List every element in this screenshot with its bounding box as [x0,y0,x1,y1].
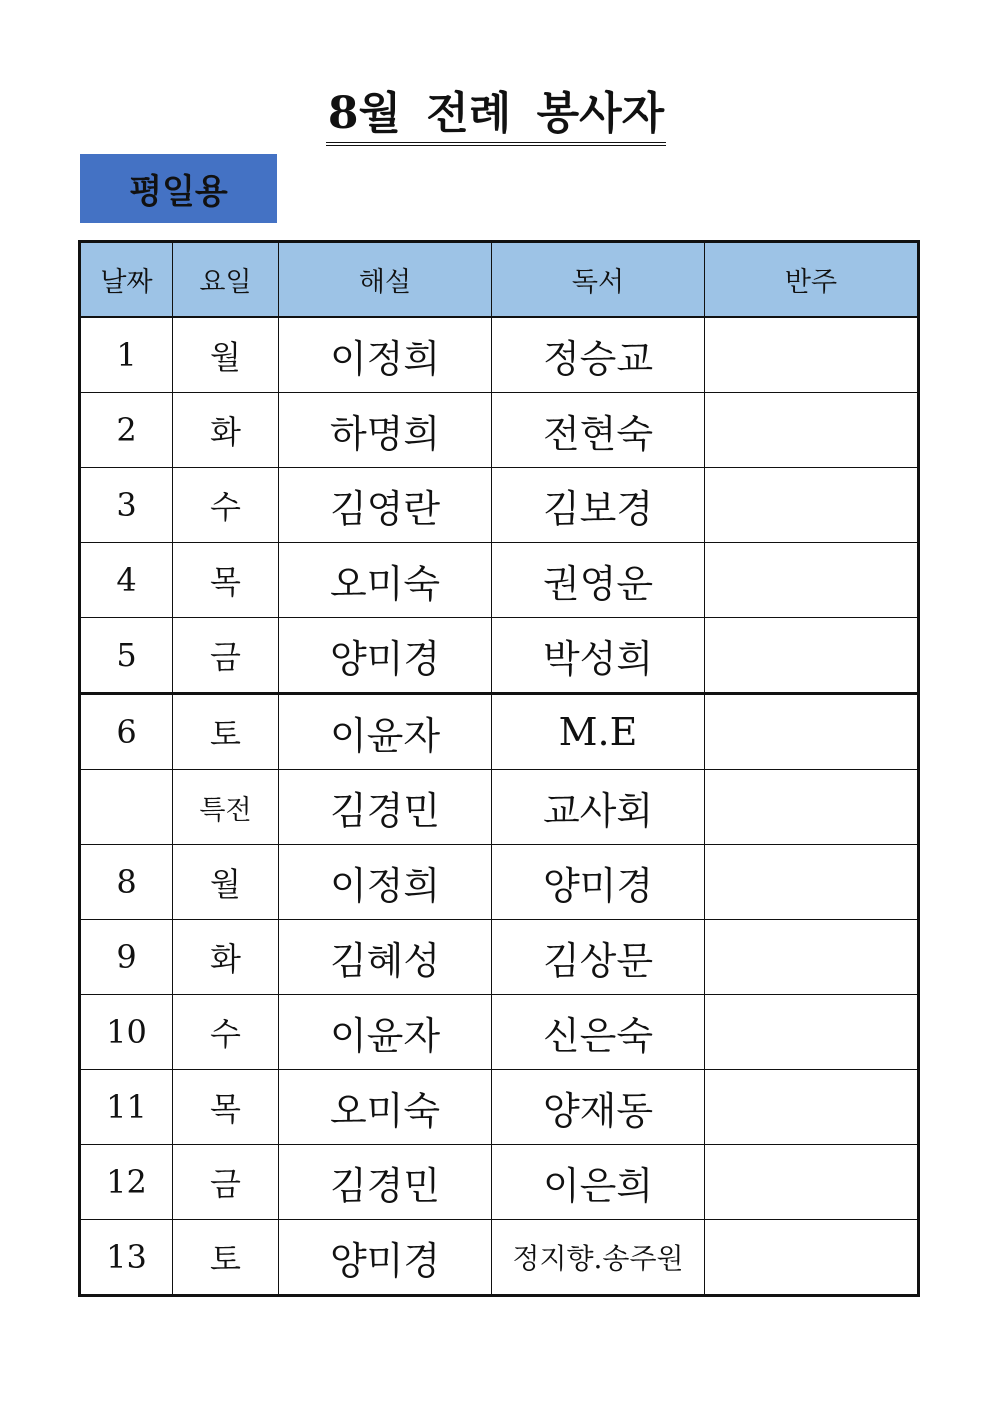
accompaniment-cell [705,468,919,543]
day-cell: 화 [173,920,279,995]
commentary-cell: 김혜성 [279,920,492,995]
reading-cell: 이은희 [492,1145,705,1220]
header-commentary: 해설 [279,242,492,318]
accompaniment-cell [705,317,919,393]
commentary-cell: 이정희 [279,845,492,920]
day-cell: 토 [173,1220,279,1296]
day-cell: 특전 [173,770,279,845]
reading-cell: 전현숙 [492,393,705,468]
commentary-cell: 김경민 [279,770,492,845]
table-row [80,770,919,845]
date-cell: 1 [80,317,173,393]
day-cell: 월 [173,845,279,920]
reading-cell: 양재동 [492,1070,705,1145]
reading-cell: 교사회 [492,770,705,845]
commentary-cell: 양미경 [279,1220,492,1296]
schedule-table [78,240,920,1297]
day-cell: 수 [173,468,279,543]
date-cell: 8 [80,845,173,920]
accompaniment-cell [705,1220,919,1296]
table-row [80,317,919,393]
table-header [80,242,919,318]
table-row [80,543,919,618]
table-row [80,995,919,1070]
accompaniment-cell [705,1070,919,1145]
commentary-cell: 이윤자 [279,995,492,1070]
accompaniment-cell [705,920,919,995]
accompaniment-cell [705,1145,919,1220]
date-cell [80,770,173,845]
date-cell: 11 [80,1070,173,1145]
date-cell: 9 [80,920,173,995]
header-reading: 독서 [492,242,705,318]
accompaniment-cell [705,770,919,845]
accompaniment-cell [705,618,919,694]
table-row [80,618,919,694]
table-row [80,1220,919,1296]
commentary-cell: 오미숙 [279,1070,492,1145]
commentary-cell: 김영란 [279,468,492,543]
accompaniment-cell [705,845,919,920]
reading-cell: 양미경 [492,845,705,920]
reading-cell: 김보경 [492,468,705,543]
reading-cell: 김상문 [492,920,705,995]
day-cell: 월 [173,317,279,393]
header-accompaniment: 반주 [705,242,919,318]
table-row [80,845,919,920]
day-cell: 금 [173,1145,279,1220]
accompaniment-cell [705,694,919,770]
date-cell: 4 [80,543,173,618]
page-title [0,84,992,146]
reading-cell: M.E [492,694,705,770]
table-row [80,920,919,995]
category-badge: 평일용 [80,154,277,223]
date-cell: 2 [80,393,173,468]
date-cell: 13 [80,1220,173,1296]
table-row [80,1145,919,1220]
header-date: 날짜 [80,242,173,318]
header-row [80,242,919,318]
commentary-cell: 양미경 [279,618,492,694]
reading-cell: 정지향.송주원 [492,1220,705,1296]
table-row [80,1070,919,1145]
reading-cell: 정승교 [492,317,705,393]
day-cell: 화 [173,393,279,468]
day-cell: 금 [173,618,279,694]
day-cell: 수 [173,995,279,1070]
reading-cell: 신은숙 [492,995,705,1070]
date-cell: 12 [80,1145,173,1220]
reading-cell: 권영운 [492,543,705,618]
commentary-cell: 하명희 [279,393,492,468]
accompaniment-cell [705,995,919,1070]
date-cell: 5 [80,618,173,694]
table-row [80,694,919,770]
page-title-text: 8월 전례 봉사자 [326,86,666,146]
date-cell: 3 [80,468,173,543]
commentary-cell: 이정희 [279,317,492,393]
table-row [80,468,919,543]
accompaniment-cell [705,393,919,468]
table-row [80,393,919,468]
table-body [80,317,919,1296]
date-cell: 10 [80,995,173,1070]
day-cell: 목 [173,543,279,618]
commentary-cell: 김경민 [279,1145,492,1220]
commentary-cell: 오미숙 [279,543,492,618]
reading-cell: 박성희 [492,618,705,694]
date-cell: 6 [80,694,173,770]
commentary-cell: 이윤자 [279,694,492,770]
header-day: 요일 [173,242,279,318]
accompaniment-cell [705,543,919,618]
day-cell: 토 [173,694,279,770]
day-cell: 목 [173,1070,279,1145]
